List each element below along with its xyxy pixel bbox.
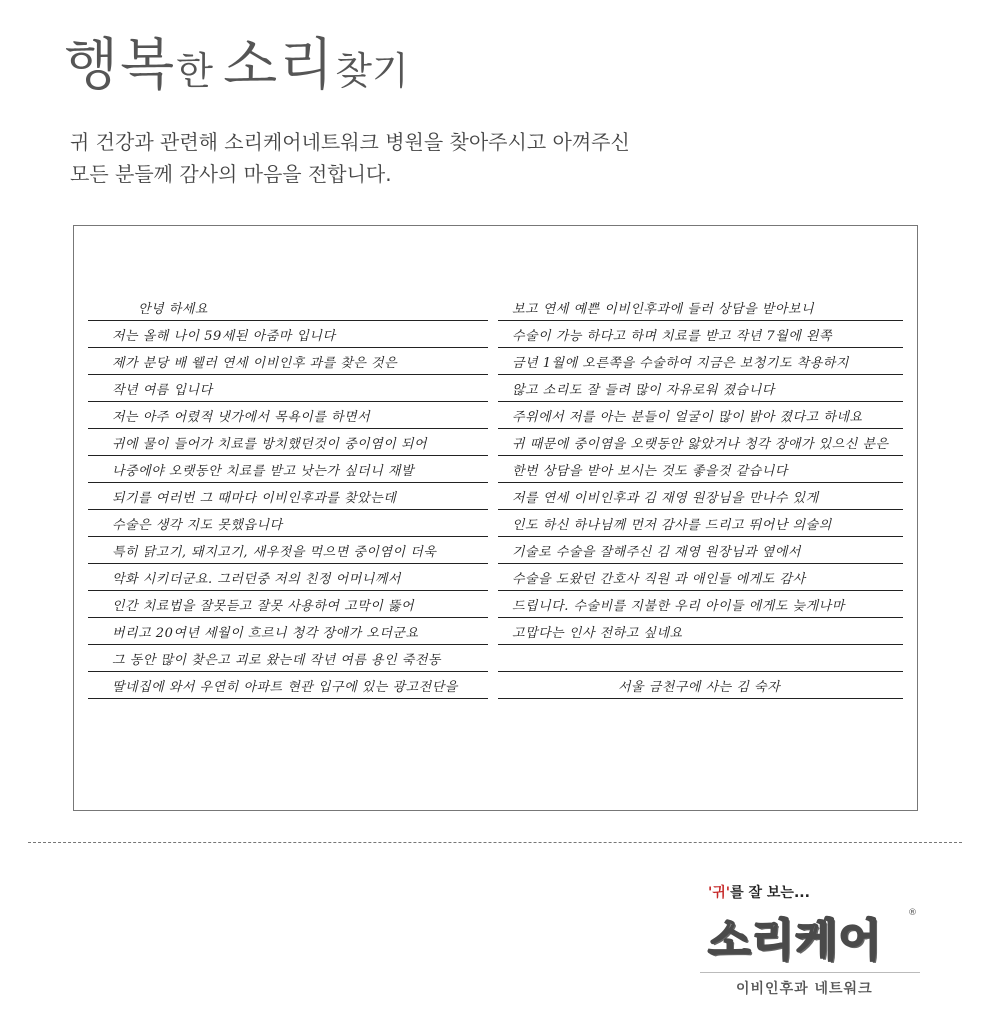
letter-line [498,510,903,537]
logo-tagline-ear: '귀' [708,885,731,901]
letter-line [88,321,488,348]
letter-right-column [498,294,903,699]
letter-line-text: 기술로 수술을 잘해주신 김 재영 원장님과 옆에서 [512,545,801,560]
dashed-divider [28,842,962,843]
title-part-happiness: 행복 [64,33,177,98]
letter-line-text: 버리고 20여년 세월이 흐르니 청각 장애가 오더군요 [112,626,419,641]
letter-line-text: 딸네집에 와서 우연히 아파트 현관 입구에 있는 광고전단을 [112,680,458,695]
handwritten-letter [73,225,918,811]
letter-line [88,672,488,699]
letter-line [88,645,488,672]
letter-line-text: 않고 소리도 잘 들려 많이 자유로워 졌습니다 [512,383,775,398]
letter-line [88,456,488,483]
logo-tagline-rest: 를 잘 보는... [730,885,810,901]
letter-line-text: 되기를 여러번 그 때마다 이비인후과를 찾았는데 [112,491,397,506]
letter-line-text: 수술은 생각 지도 못했읍니다 [112,518,283,533]
letter-line [498,402,903,429]
letter-line-text: 드립니다. 수술비를 지불한 우리 아이들 에게도 늦게나마 [512,599,845,614]
sorecare-logo [700,880,922,1000]
letter-line [498,294,903,321]
title-part-han: 한 [176,49,213,93]
letter-line-text: 인간 치료법을 잘못듣고 잘못 사용하여 고막이 뚫어 [112,599,415,614]
letter-line [498,618,903,645]
letter-line [498,537,903,564]
letter-line [498,672,903,699]
letter-line-text: 수술이 가능 하다고 하며 치료를 받고 작년 7월에 왼쪽 [512,329,833,344]
letter-line-text: 그 동안 많이 찾은고 괴로 왔는데 작년 여름 용인 죽전동 [112,653,441,668]
letter-line-text: 저는 올해 나이 59세된 아줌마 입니다 [112,329,336,344]
letter-line [498,429,903,456]
subtitle-line-1: 귀 건강과 관련해 소리케어네트워크 병원을 찾아주시고 아껴주신 [70,130,630,154]
letter-line [88,618,488,645]
letter-line [88,402,488,429]
letter-line [498,591,903,618]
letter-line-text: 저를 연세 이비인후과 김 재영 원장님을 만나수 있게 [512,491,819,506]
letter-line-text: 안녕 하세요 [138,302,208,317]
letter-line [88,429,488,456]
letter-line-text: 저는 아주 어렸적 냇가에서 목욕이를 하면서 [112,410,371,425]
letter-line [498,645,903,672]
letter-line-text: 특히 닭고기, 돼지고기, 새우젓을 먹으면 중이염이 더욱 [112,545,437,560]
letter-line [498,483,903,510]
letter-line-text: 제가 분당 배 웰러 연세 이비인후 과를 찾은 것은 [112,356,398,371]
letter-line [88,375,488,402]
letter-line-text: 악화 시키더군요. 그러던중 저의 친정 어머니께서 [112,572,401,587]
logo-tagline [708,882,810,902]
letter-line-text: 귀에 물이 들어가 치료를 방치했던것이 중이염이 되어 [112,437,428,452]
subtitle-line-2: 모든 분들께 감사의 마음을 전합니다. [70,162,392,186]
letter-line-text: 주위에서 저를 아는 분들이 얼굴이 많이 밝아 졌다고 하네요 [512,410,863,425]
title-part-find: 찾기 [335,49,409,93]
letter-line-text: 서울 금천구에 사는 김 숙자 [618,680,781,695]
letter-line [88,483,488,510]
letter-left-column [88,294,488,699]
letter-line-text: 보고 연세 예쁜 이비인후과에 들러 상담을 받아보니 [512,302,815,317]
logo-subtitle: 이비인후과 네트워크 [736,981,873,997]
letter-line-text: 수술을 도왔던 간호사 직원 과 애인들 에게도 감사 [512,572,806,587]
letter-line-text: 작년 여름 입니다 [112,383,213,398]
page-title [64,33,409,98]
letter-line [88,537,488,564]
letter-line-text: 나중에야 오랫동안 치료를 받고 낫는가 싶더니 재발 [112,464,415,479]
letter-line-text: 한번 상담을 받아 보시는 것도 좋을것 같습니다 [512,464,788,479]
letter-line [88,564,488,591]
letter-line-text: 금년 1월에 오른쪽을 수술하여 지금은 보청기도 착용하지 [512,356,849,371]
letter-line [88,510,488,537]
title-part-sound: 소리 [223,33,336,98]
letter-line-text: 인도 하신 하나님께 먼저 감사를 드리고 뛰어난 의술의 [512,518,832,533]
letter-line [498,375,903,402]
letter-line [498,456,903,483]
subtitle [70,126,630,190]
letter-line [88,348,488,375]
letter-line [498,321,903,348]
letter-line [498,348,903,375]
letter-line [88,294,488,321]
registered-mark: ® [908,908,917,918]
letter-line-text: 고맙다는 인사 전하고 싶네요 [512,626,683,641]
letter-line [498,564,903,591]
logo-rule [700,972,920,973]
letter-line-text: 귀 때문에 중이염을 오랫동안 앓았거나 청각 장애가 있으신 분은 [512,437,889,452]
letter-line [88,591,488,618]
logo-brand: 소리케어 [708,915,883,966]
